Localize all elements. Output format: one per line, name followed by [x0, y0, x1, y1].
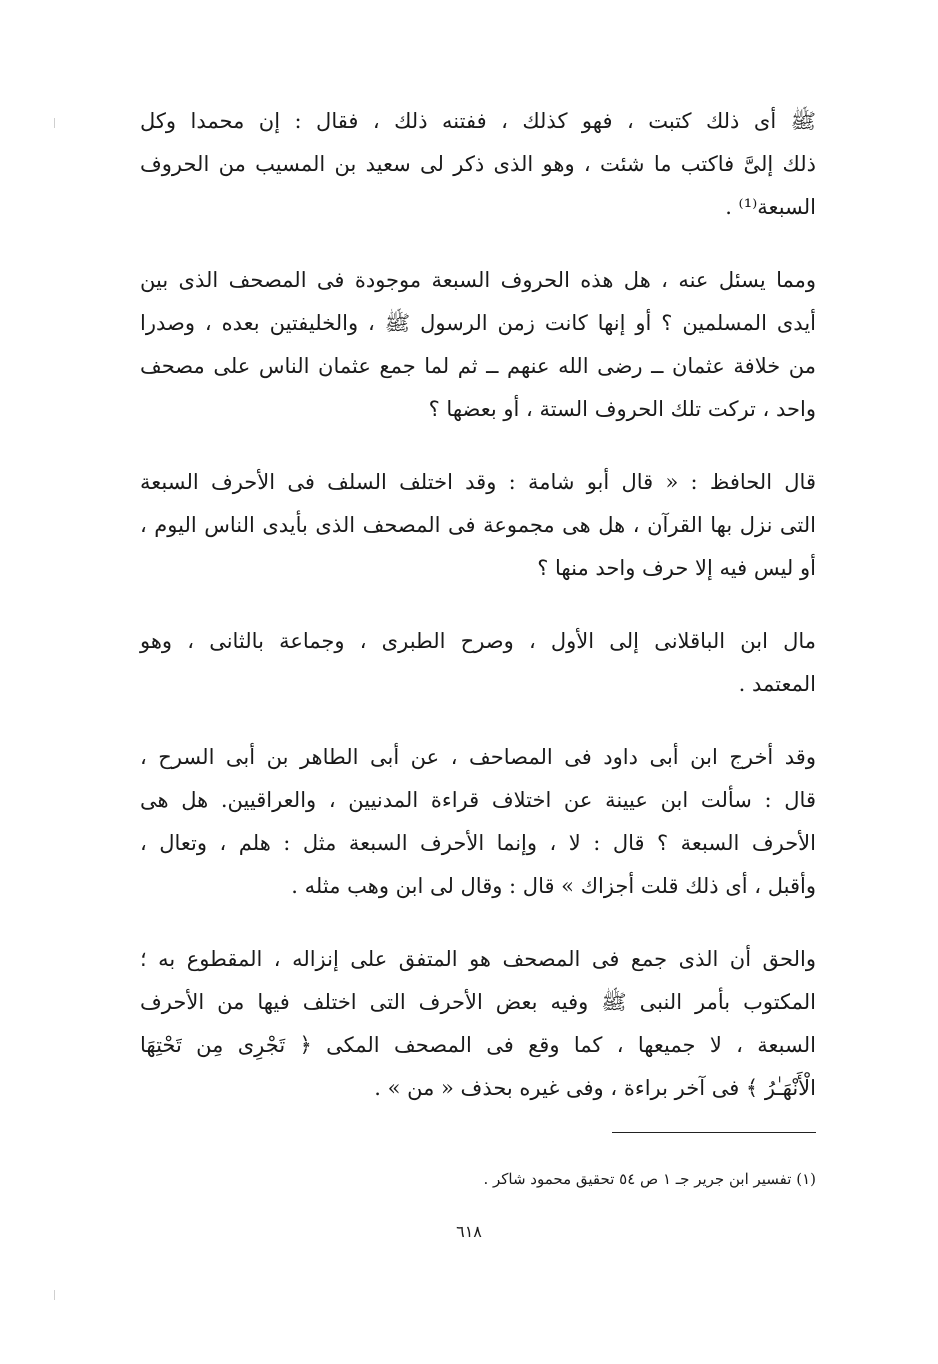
text-line: ومما يسئل عنه ، هل هذه الحروف السبعة موجودة فى المصحف الذى بين: [140, 268, 816, 292]
text-line: مال ابن الباقلانى إلى الأول ، وصرح الطبرى ، وجماعة بالثانى ، وهو: [140, 629, 816, 653]
text-line: الأحرف السبعة ؟ قال : لا ، وإنما الأحرف السبعة مثل : هلم ، وتعال ،: [140, 831, 816, 855]
text-line: أيدى المسلمين ؟ أو إنها كانت زمن الرسول ﷺ ، والخليفتين بعده ، وصدرا: [140, 311, 816, 335]
text-line: الْأَنْهَـٰرُ ﴾ فى آخر براءة ، وفى غيره بحذف « من » .: [374, 1076, 816, 1100]
text-line: أو ليس فيه إلا حرف واحد منها ؟: [537, 556, 816, 580]
text-line: قال الحافظ : « قال أبو شامة : وقد اختلف السلف فى الأحرف السبعة: [140, 470, 816, 494]
text-line: قال : سألت ابن عيينة عن اختلاف قراءة المدنيين ، والعراقيين. هل هى: [140, 788, 816, 812]
paragraph-2: [140, 259, 816, 431]
main-text: [140, 100, 816, 1140]
text-line: ذلك إلىَّ فاكتب ما شئت ، وهو الذى ذكر لى سعيد بن المسيب من الحروف: [140, 152, 816, 176]
text-line: واحد ، تركت تلك الحروف الستة ، أو بعضها ؟: [428, 397, 816, 421]
footnote-separator: [612, 1132, 816, 1133]
margin-mark: [54, 118, 55, 128]
paragraph-3: [140, 461, 816, 590]
paragraph-1: [140, 100, 816, 229]
paragraph-5: [140, 736, 816, 908]
text-line: المعتمد .: [738, 672, 816, 696]
page-number: ٦١٨: [456, 1222, 482, 1241]
text-line: وقد أخرج ابن أبى داود فى المصاحف ، عن أبى الطاهر بن أبى السرح ،: [140, 745, 816, 769]
paragraph-4: [140, 620, 816, 706]
margin-mark: [54, 1290, 55, 1300]
text-line: من خلافة عثمان ــ رضى الله عنهم ــ ثم لما جمع عثمان الناس على مصحف: [140, 354, 816, 378]
text-line: والحق أن الذى جمع فى المصحف هو المتفق على إنزاله ، المقطوع به ؛: [140, 947, 816, 971]
text-line: ﷺ أى ذلك كتبت ، فهو كذلك ، ففتنه ذلك ، فقال : إن محمدا وكل: [140, 109, 816, 133]
text-line: التى نزل بها القرآن ، هل هى مجموعة فى المصحف الذى بأيدى الناس اليوم ،: [140, 513, 816, 537]
text-line: السبعة ، لا جميعها ، كما وقع فى المصحف المكى ﴿ تَجْرِى مِن تَحْتِهَا: [140, 1033, 816, 1057]
footnote: (١) تفسير ابن جرير جـ ١ ص ٥٤ تحقيق محمود شاكر .: [483, 1170, 816, 1188]
paragraph-6: [140, 938, 816, 1110]
text-line: وأقبل ، أى ذلك قلت أجزاك » قال : وقال لى ابن وهب مثله .: [291, 874, 816, 898]
text-line: السبعة⁽¹⁾ .: [725, 195, 816, 219]
text-line: المكتوب بأمر النبى ﷺ وفيه بعض الأحرف التى اختلف فيها من الأحرف: [140, 990, 816, 1014]
